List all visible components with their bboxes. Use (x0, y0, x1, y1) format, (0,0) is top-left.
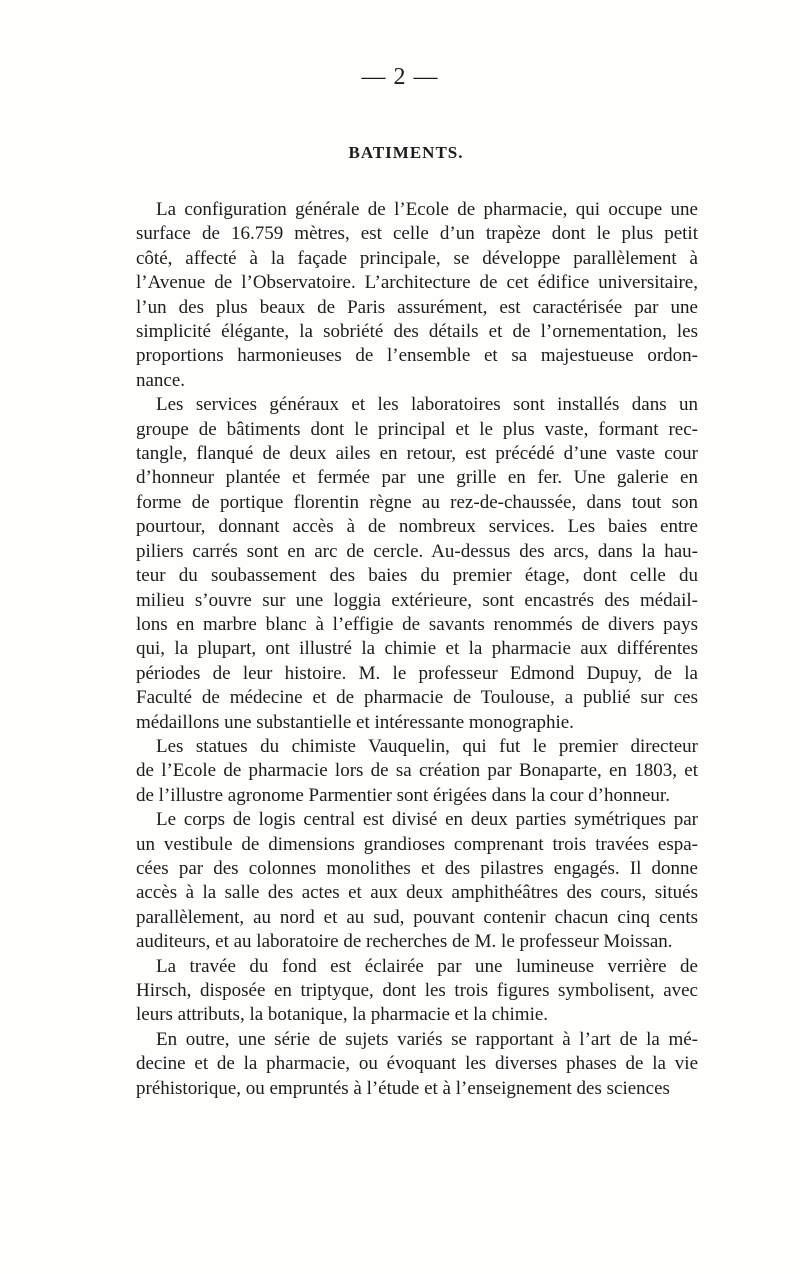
text-line: côté, affecté à la façade principale, se développe parallèlement à (136, 247, 698, 269)
text-line: périodes de leur histoire. M. le professeur Edmond Dupuy, de la (136, 662, 698, 684)
text-line: Hirsch, disposée en triptyque, dont les trois figures symbolisent, avec (136, 980, 698, 1001)
page-number: — 2 — (361, 64, 439, 90)
text-line: La configuration générale de l’Ecole de pharmacie, qui occupe une (156, 199, 698, 220)
text-line: qui, la plupart, ont illustré la chimie et la pharmacie aux différentes (136, 638, 698, 660)
text-line: parallèlement, au nord et au sud, pouvant contenir chacun cinq cents (136, 906, 698, 928)
text-line: l’un des plus beaux de Paris assurément, est caractérisée par une (136, 296, 698, 318)
text-line: piliers carrés sont en arc de cercle. Au-dessus des arcs, dans la hau- (136, 540, 698, 562)
text-line: En outre, une série de sujets variés se rapportant à l’art de la mé- (156, 1028, 698, 1050)
text-line: Le corps de logis central est divisé en deux parties symétriques par (156, 809, 698, 831)
text-line: médaillons une substantielle et intéressante monographie. (136, 711, 574, 733)
paragraph (136, 955, 698, 1028)
text-line: l’Avenue de l’Observatoire. L’architecture de cet édifice universitaire, (136, 272, 698, 294)
text-line: Les statues du chimiste Vauquelin, qui fut le premier directeur (156, 735, 698, 757)
text-line: forme de portique florentin règne au rez-de-chaussée, dans tout son (136, 491, 698, 513)
paragraph (136, 393, 698, 735)
text-line: de l’illustre agronome Parmentier sont érigées dans la cour d’honneur. (136, 784, 670, 806)
text-line: La travée du fond est éclairée par une lumineuse verrière de (156, 955, 698, 977)
paragraph (136, 198, 698, 393)
text-line: Faculté de médecine et de pharmacie de Toulouse, a publié sur ces (136, 687, 698, 709)
text-line: groupe de bâtiments dont le principal et le plus vaste, formant rec- (136, 418, 698, 440)
text-line: auditeurs, et au laboratoire de recherches de M. le professeur Moissan. (136, 931, 673, 953)
text-line: nance. (136, 369, 186, 391)
paragraph (136, 1028, 698, 1101)
text-line: tangle, flanqué de deux ailes en retour, est précédé d’une vaste cour (136, 443, 698, 465)
text-line: préhistorique, ou empruntés à l’étude et à l’enseignement des sciences (136, 1077, 670, 1099)
text-line: proportions harmonieuses de l’ensemble et sa majestueuse ordon- (136, 345, 698, 367)
text-line: Les services généraux et les laboratoires sont installés dans un (156, 394, 698, 416)
paragraph (136, 735, 698, 808)
section-heading: BATIMENTS. (348, 143, 464, 162)
text-line: accès à la salle des actes et aux deux amphithéâtres des cours, situés (136, 882, 698, 904)
text-line: surface de 16.759 mètres, est celle d’un trapèze dont le plus petit (136, 223, 698, 245)
text-line: un vestibule de dimensions grandioses comprenant trois travées espa- (136, 833, 698, 855)
text-line: pourtour, donnant accès à de nombreux services. Les baies entre (136, 516, 698, 538)
paragraph (136, 808, 698, 954)
text-line: milieu s’ouvre sur une loggia extérieure, sont encastrés des médail- (136, 589, 698, 611)
text-line: simplicité élégante, la sobriété des détails et de l’ornementation, les (136, 321, 698, 343)
text-line: d’honneur plantée et fermée par une grille en fer. Une galerie en (136, 467, 698, 489)
text-line: cées par des colonnes monolithes et des pilastres engagés. Il donne (136, 857, 698, 879)
text-line: de l’Ecole de pharmacie lors de sa création par Bonaparte, en 1803, et (136, 760, 698, 782)
text-line: lons en marbre blanc à l’effigie de savants renommés de divers pays (136, 613, 698, 635)
text-line: leurs attributs, la botanique, la pharmacie et la chimie. (136, 1004, 549, 1026)
text-line: decine et de la pharmacie, ou évoquant les diverses phases de la vie (136, 1053, 698, 1075)
text-line: teur du soubassement des baies du premier étage, dont celle du (136, 565, 698, 587)
body-text (136, 198, 698, 1101)
